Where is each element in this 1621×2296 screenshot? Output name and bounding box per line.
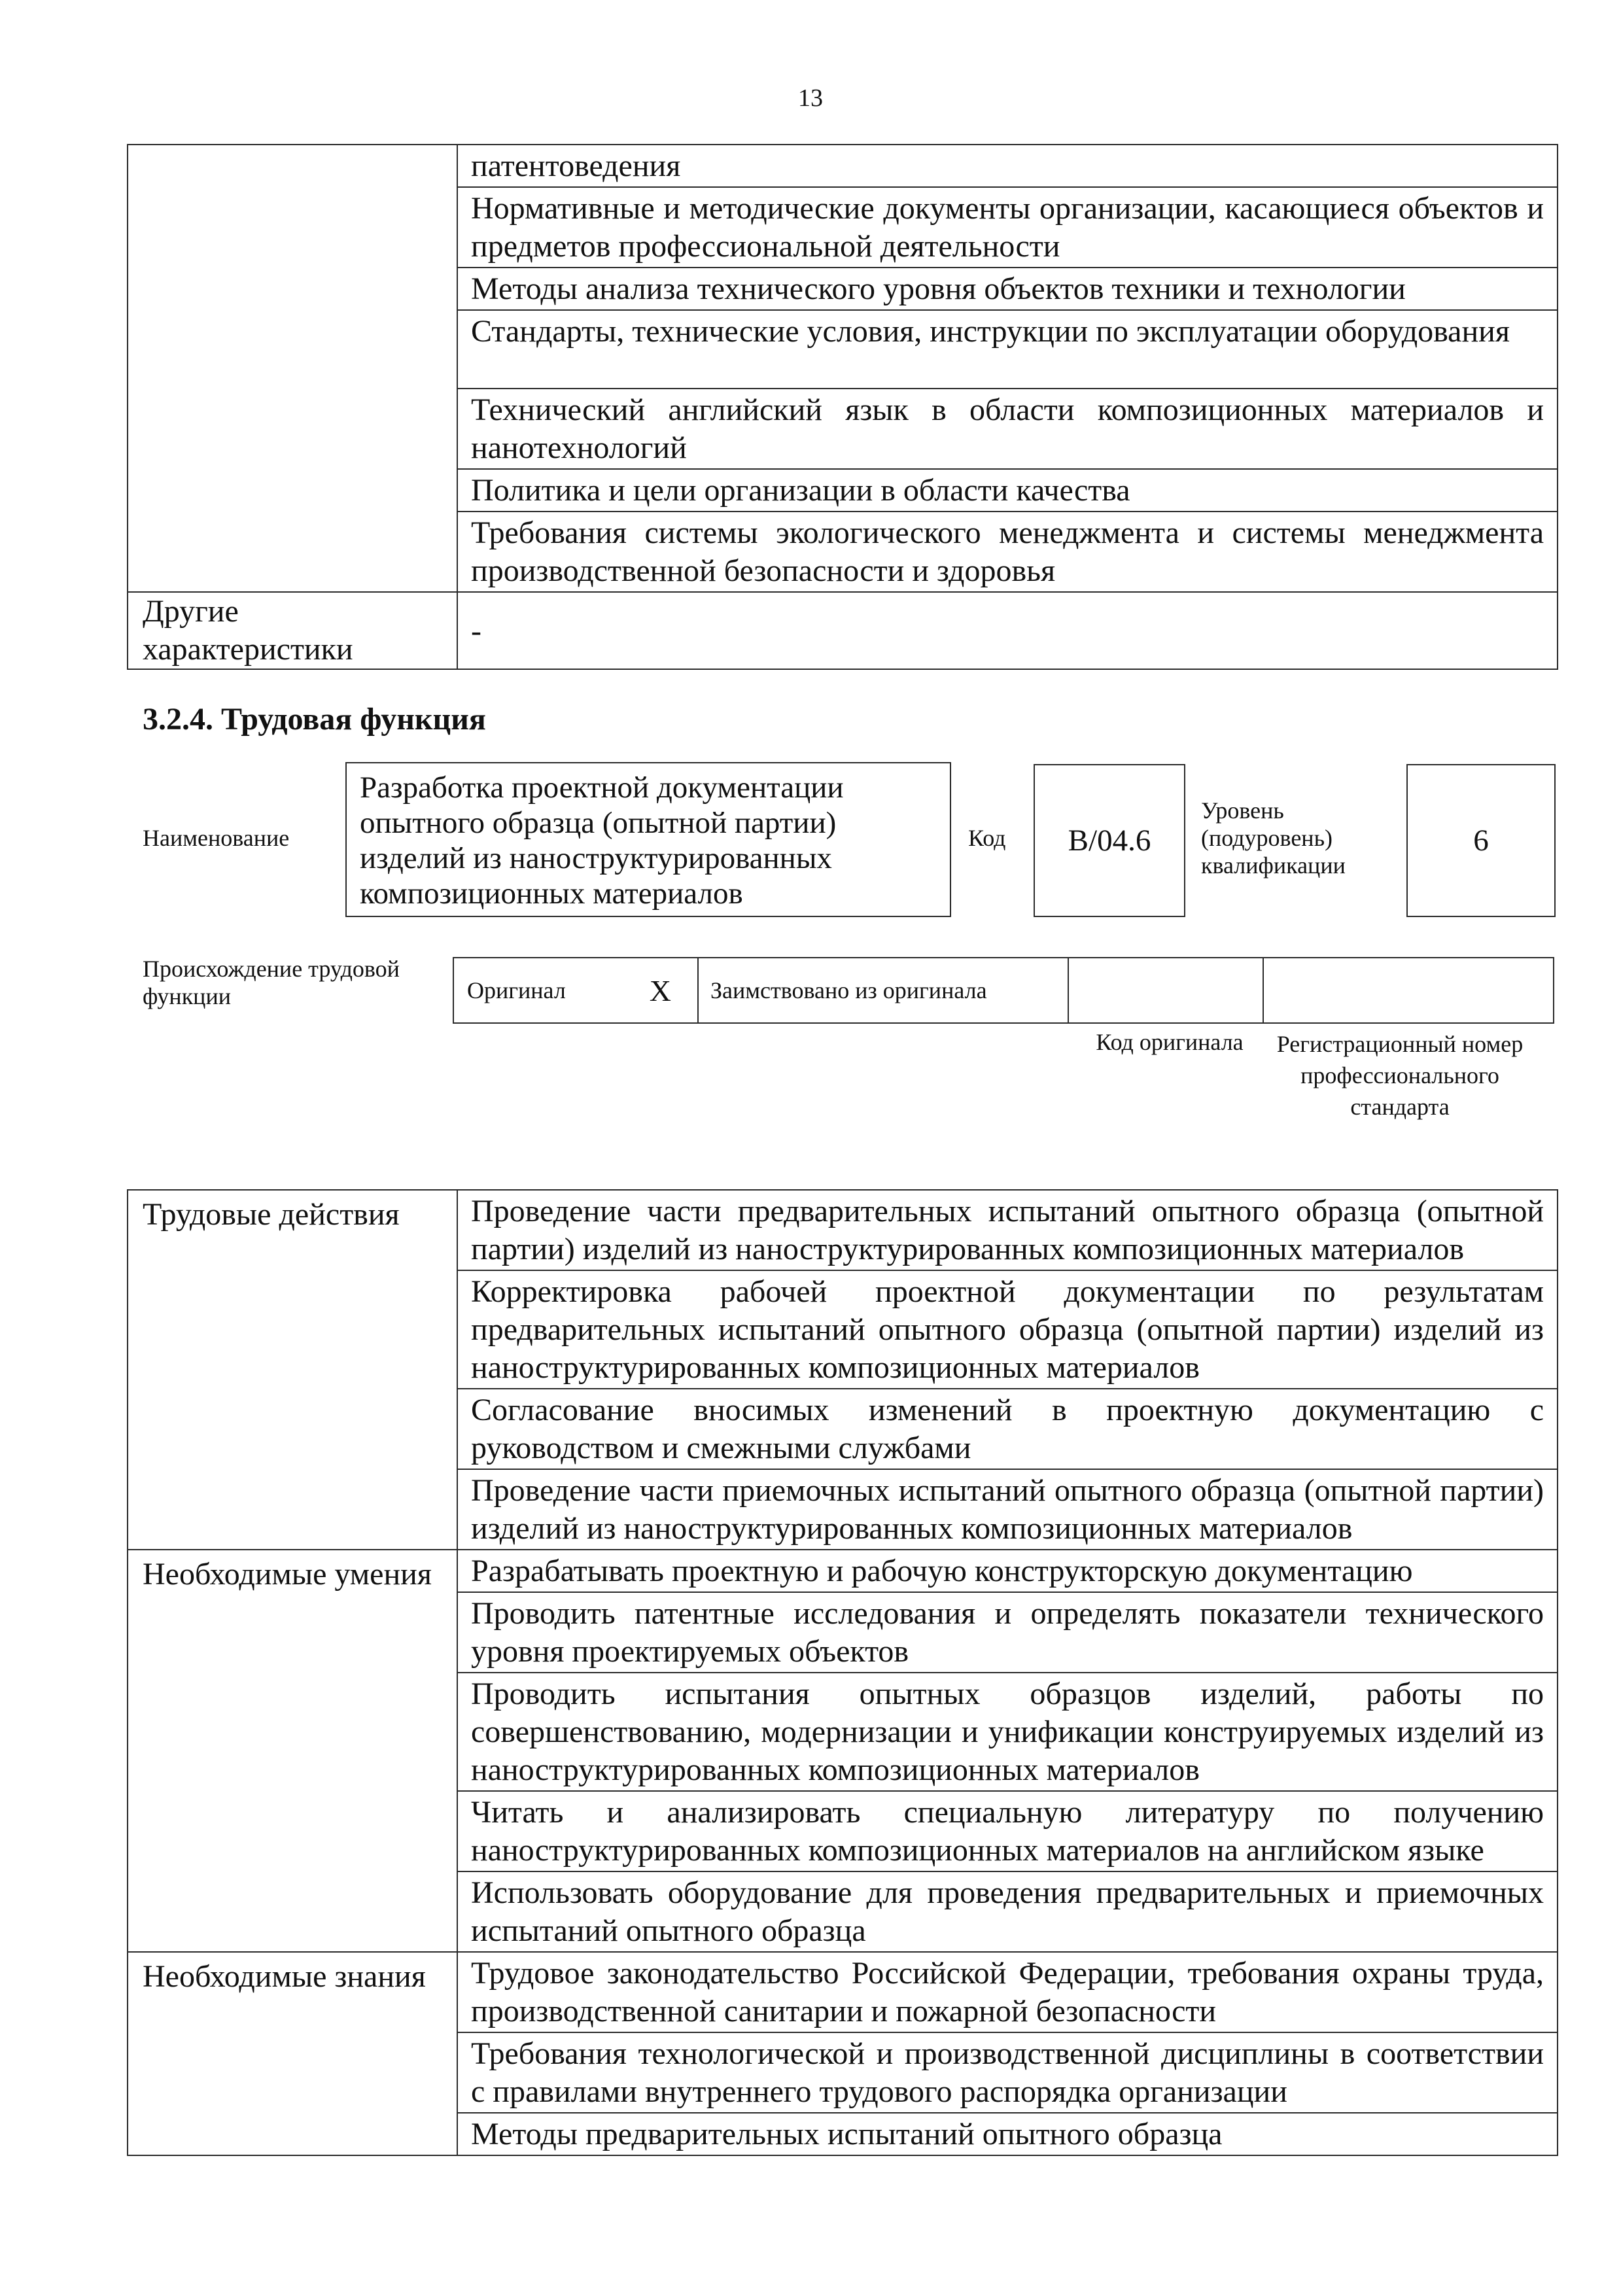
origin-code-cell bbox=[1068, 957, 1264, 1024]
labor-action-item: Корректировка рабочей проектной документации по результатам предварительных испытаний опытного образца (опытной партии) изделий из наноструктурированных композиционных материалов bbox=[457, 1270, 1558, 1389]
function-code-value: B/04.6 bbox=[1068, 824, 1151, 858]
knowledge-continuation-table bbox=[127, 144, 1558, 670]
section-heading: 3.2.4. Трудовая функция bbox=[143, 702, 486, 737]
original-mark: X bbox=[649, 973, 671, 1007]
function-level-box bbox=[1406, 764, 1556, 917]
page-number: 13 bbox=[798, 84, 823, 112]
other-characteristics-label: Другие характеристики bbox=[128, 592, 457, 669]
knowledge-item: Требования системы экологического менеджмента и системы менеджмента производственной безопасности и здоровья bbox=[457, 512, 1558, 592]
function-name-box: Разработка проектной документации опытного образца (опытной партии) изделий из наноструктурированных композиционных материалов bbox=[345, 762, 951, 917]
knowledge-item: Нормативные и методические документы организации, касающиеся объектов и предметов профессиональной деятельности bbox=[457, 187, 1558, 268]
required-skills-label: Необходимые умения bbox=[128, 1550, 457, 1952]
knowledge-item: Методы анализа технического уровня объектов техники и технологии bbox=[457, 268, 1558, 310]
skill-item: Разрабатывать проектную и рабочую конструкторскую документацию bbox=[457, 1550, 1558, 1592]
skill-item: Проводить испытания опытных образцов изделий, работы по совершенствованию, модернизации и унификации конструируемых изделий из наноструктурированных композиционных материалов bbox=[457, 1673, 1558, 1791]
name-label: Наименование bbox=[143, 825, 290, 851]
code-label: Код bbox=[968, 825, 1006, 851]
labor-action-item: Проведение части приемочных испытаний опытного образца (опытной партии) изделий из наноструктурированных композиционных материалов bbox=[457, 1469, 1558, 1550]
level-label: Уровень (подуровень) квалификации bbox=[1201, 797, 1346, 878]
knowledge-item: Трудовое законодательство Российской Федерации, требования охраны труда, производственной санитарии и пожарной безопасности bbox=[457, 1952, 1558, 2032]
function-code-box bbox=[1034, 764, 1185, 917]
skill-item: Читать и анализировать специальную литературу по получению наноструктурированных композиционных материалов на английском языке bbox=[457, 1791, 1558, 1871]
skill-item: Использовать оборудование для проведения предварительных и приемочных испытаний опытного образца bbox=[457, 1871, 1558, 1952]
knowledge-item: Технический английский язык в области композиционных материалов и нанотехнологий bbox=[457, 389, 1558, 469]
origin-borrowed-cell bbox=[697, 957, 1069, 1024]
knowledge-item: Политика и цели организации в области качества bbox=[457, 469, 1558, 512]
knowledge-item: патентоведения bbox=[457, 145, 1558, 187]
original-label: Оригинал bbox=[467, 977, 566, 1003]
other-characteristics-value: - bbox=[457, 592, 1558, 669]
labor-function-table bbox=[127, 1189, 1558, 2156]
labor-action-item: Проведение части предварительных испытаний опытного образца (опытной партии) изделий из наноструктурированных композиционных материалов bbox=[457, 1190, 1558, 1270]
reg-number-caption: Регистрационный номер профессионального стандарта bbox=[1276, 1031, 1524, 1120]
labor-actions-label: Трудовые действия bbox=[128, 1190, 457, 1550]
origin-original-cell bbox=[453, 957, 699, 1024]
borrowed-label: Заимствовано из оригинала bbox=[710, 977, 987, 1003]
required-knowledge-label: Необходимые знания bbox=[128, 1952, 457, 2155]
labor-action-item: Согласование вносимых изменений в проектную документацию с руководством и смежными службами bbox=[457, 1389, 1558, 1469]
knowledge-item: Стандарты, технические условия, инструкции по эксплуатации оборудования bbox=[457, 310, 1558, 389]
code-original-caption: Код оригинала bbox=[1096, 1029, 1244, 1055]
origin-reg-number-cell bbox=[1263, 957, 1554, 1024]
origin-label: Происхождение трудовой функции bbox=[143, 956, 400, 1009]
origin-row bbox=[454, 957, 1557, 1024]
table-label-cell bbox=[128, 145, 457, 592]
function-level-value: 6 bbox=[1473, 824, 1489, 858]
knowledge-item: Требования технологической и производственной дисциплины в соответствии с правилами внутреннего трудового распорядка организации bbox=[457, 2032, 1558, 2113]
knowledge-item: Методы предварительных испытаний опытного образца bbox=[457, 2113, 1558, 2155]
skill-item: Проводить патентные исследования и определять показатели технического уровня проектируемых объектов bbox=[457, 1592, 1558, 1673]
